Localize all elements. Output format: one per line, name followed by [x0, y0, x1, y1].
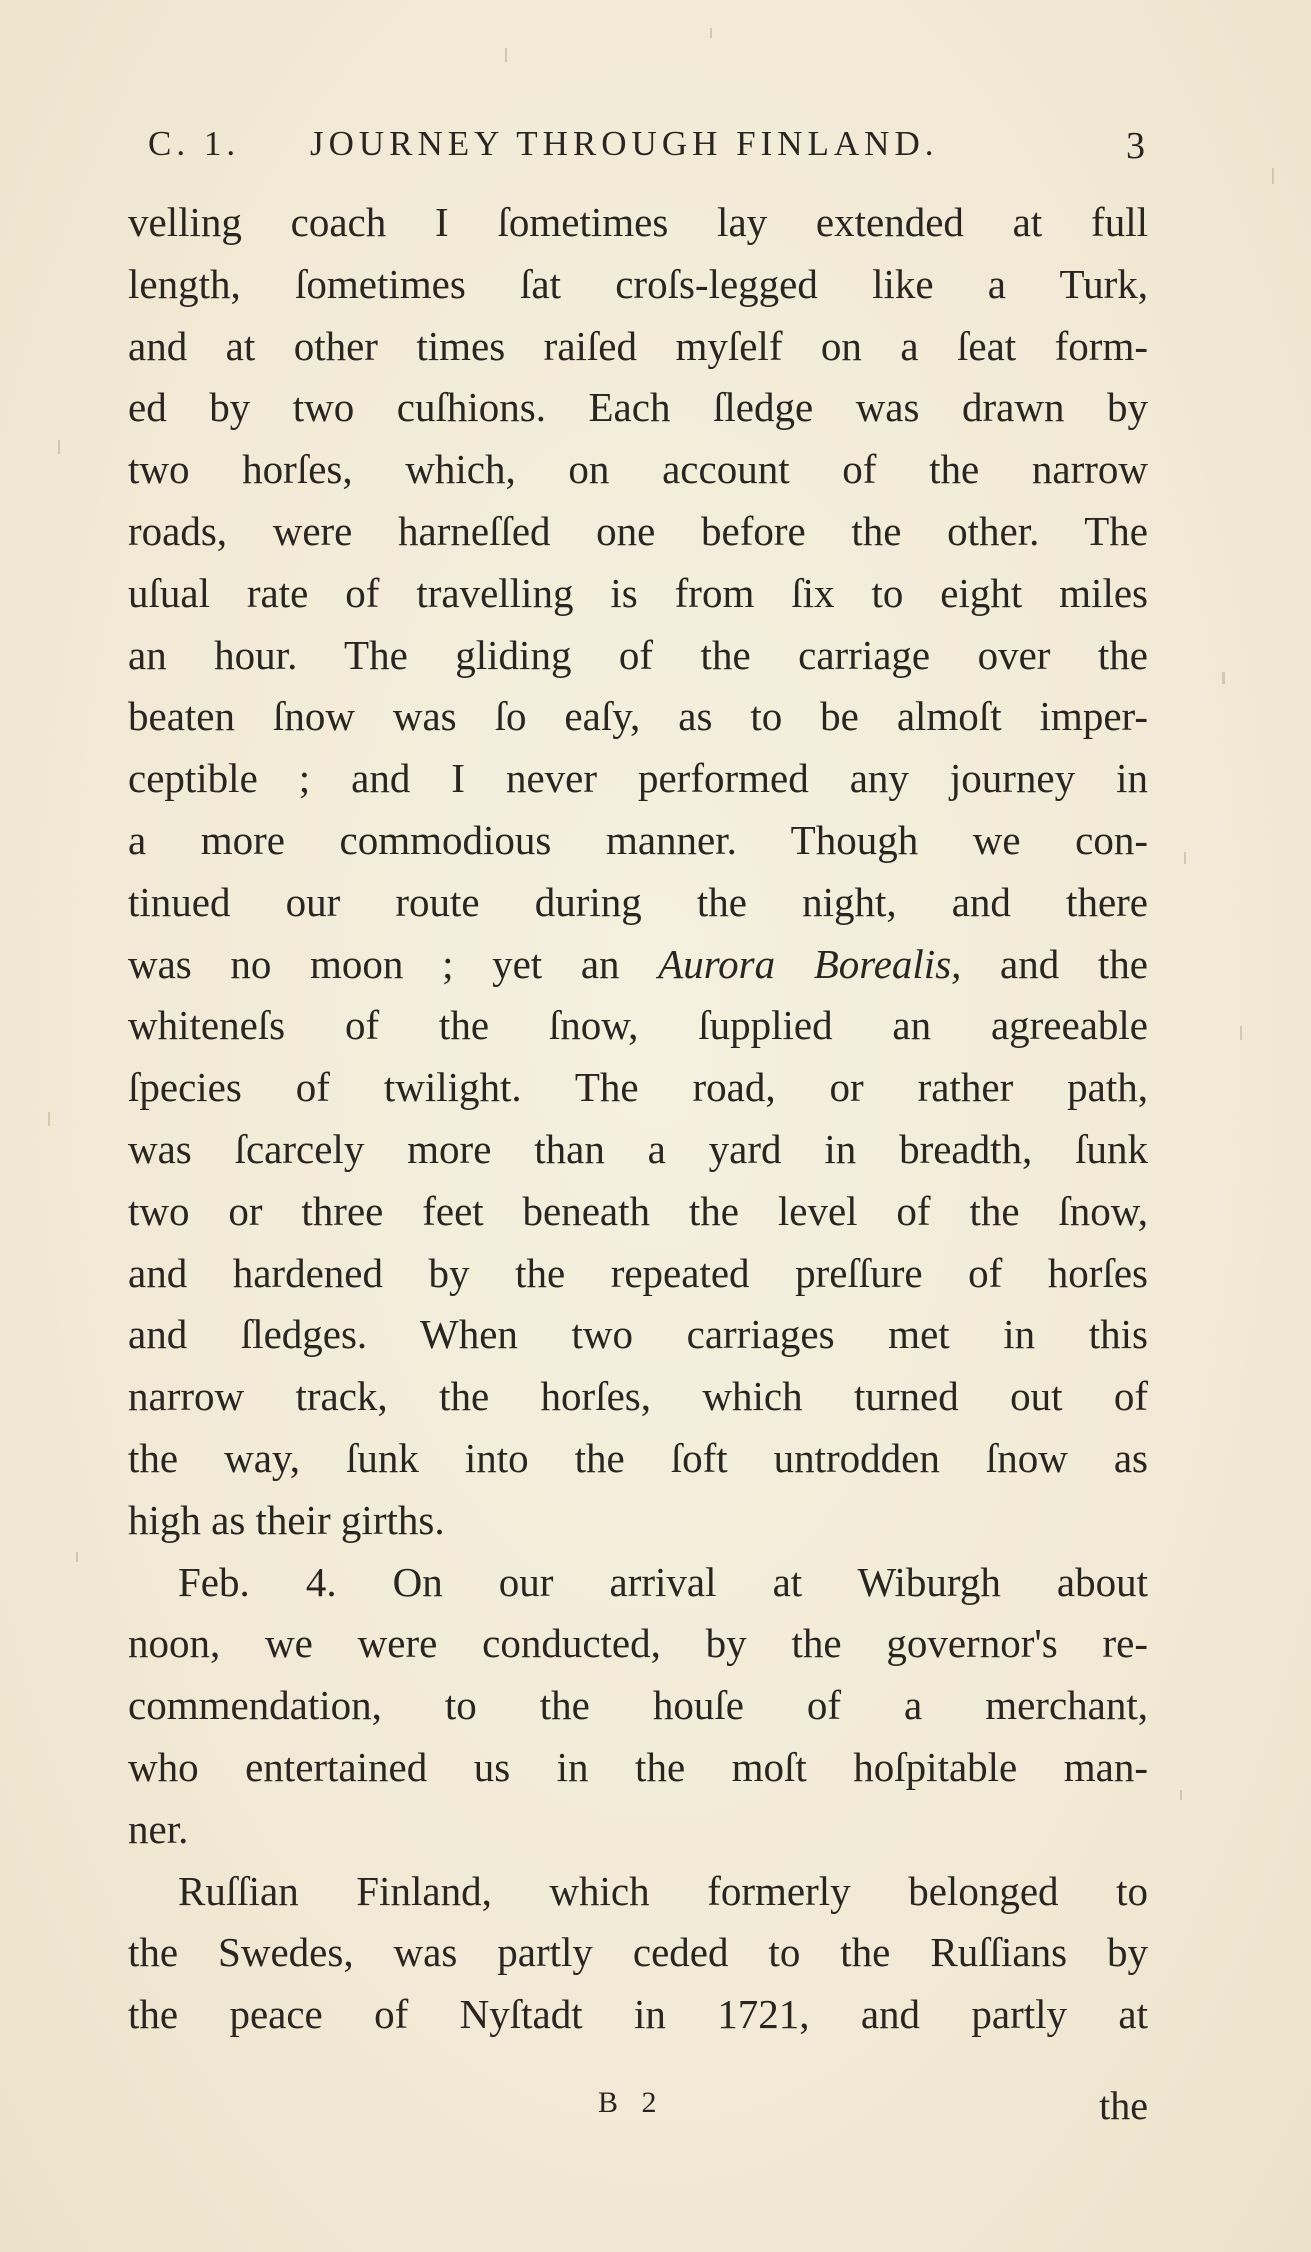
text-line: commendation, to the houſe of a merchant, [128, 1682, 1148, 1729]
page-number: 3 [1126, 125, 1150, 167]
text-line: uſual rate of travelling is from ſix to eight miles [128, 569, 1148, 616]
chapter-reference: C. 1. [148, 124, 241, 163]
text-line: narrow track, the horſes, which turned out of [128, 1373, 1148, 1420]
paper-speck [1180, 1790, 1182, 1800]
text-line: ſpecies of twilight. The road, or rather path, [128, 1064, 1148, 1111]
text-line: ceptible ; and I never performed any journey in [128, 755, 1148, 802]
text-line: two horſes, which, on account of the narrow [128, 446, 1148, 493]
text-line: a more commodious manner. Though we con- [128, 816, 1148, 863]
text-line: Feb. 4. On our arrival at Wiburgh about [178, 1558, 1148, 1605]
text-line: and ſledges. When two carriages met in this [128, 1311, 1148, 1358]
text-line: whiteneſs of the ſnow, ſupplied an agreeable [128, 1002, 1148, 1049]
text-line: the way, ſunk into the ſoft untrodden ſnow as [128, 1434, 1148, 1481]
text-segment: was no moon ; yet an [128, 940, 659, 987]
text-line-aurora [128, 934, 1148, 996]
paper-speck [505, 48, 507, 62]
text-line: length, ſometimes ſat croſs-legged like a Turk, [128, 260, 1148, 307]
text-line: and hardened by the repeated preſſure of horſes [128, 1249, 1148, 1296]
text-line: ner. [128, 1805, 189, 1852]
body-text [128, 192, 1148, 2046]
text-line: two or three feet beneath the level of the ſnow, [128, 1187, 1148, 1234]
text-line: noon, we were conducted, by the governor's re- [128, 1620, 1148, 1667]
paper-speck [710, 28, 712, 38]
text-line: beaten ſnow was ſo eaſy, as to be almoſt imper- [128, 693, 1148, 740]
text-line: Ruſſian Finland, which formerly belonged to [178, 1867, 1148, 1914]
italic-phrase: Aurora Borealis, [658, 940, 962, 987]
text-line: an hour. The gliding of the carriage over the [128, 631, 1148, 678]
paper-speck [1184, 852, 1186, 864]
text-line: tinued our route during the night, and there [128, 878, 1148, 925]
paper-speck [58, 440, 60, 454]
text-segment: and the [961, 940, 1148, 987]
text-line: ed by two cuſhions. Each ſledge was drawn by [128, 384, 1148, 431]
paper-speck [76, 1552, 78, 1562]
text-line: the peace of Nyſtadt in 1721, and partly at [128, 1991, 1148, 2038]
text-line: high as their girths. [128, 1496, 445, 1543]
paper-speck [1222, 672, 1225, 684]
page-footer [128, 2082, 1148, 2142]
paper-speck [48, 1112, 50, 1126]
text-line: who entertained us in the moſt hoſpitable man- [128, 1743, 1148, 1790]
running-header [140, 124, 1150, 174]
paper-speck [1272, 168, 1274, 184]
signature-mark: B 2 [598, 2086, 665, 2119]
text-line: and at other times raiſed myſelf on a ſeat form- [128, 322, 1148, 369]
paper-speck [1240, 1026, 1242, 1040]
text-line: velling coach I ſometimes lay extended at full [128, 199, 1148, 245]
catchword: the [1099, 2083, 1148, 2128]
text-line: the Swedes, was partly ceded to the Ruſſians by [128, 1929, 1148, 1976]
text-line: roads, were harneſſed one before the other. The [128, 507, 1148, 554]
text-line: was ſcarcely more than a yard in breadth, ſunk [128, 1125, 1148, 1172]
running-title: JOURNEY THROUGH FINLAND. [310, 124, 939, 163]
